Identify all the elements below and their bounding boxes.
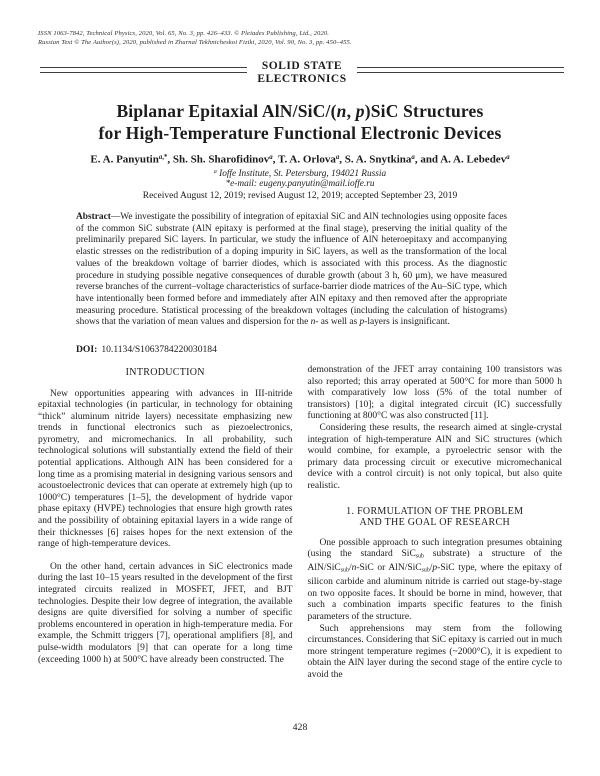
paragraph: Such apprehensions may stem from the following circumstances. Considering that SiC epitaxy is carried out in much more stringent temperature regimes (~2000°C), it is expedient to obtain the AlN layer during the second stage of the entire cycle to avoid the bbox=[307, 623, 562, 680]
affiliation-line: $^a$ Ioffe Institute, St. Petersburg, 194021 Russia bbox=[213, 168, 387, 179]
issn-line: ISSN 1063-7842, Technical Physics, 2020, Vol. 65, No. 3, pp. 426–433. © Pleiades Publishing, Ltd., 2020. bbox=[38, 30, 329, 37]
masthead bbox=[38, 29, 570, 47]
article-title-line-2: for High-Temperature Functional Electronic Devices bbox=[98, 123, 502, 143]
doi-line bbox=[76, 344, 217, 355]
paragraph: New opportunities appearing with advances in III-nitride epitaxial technologies (in particular, in technology for obtaining “thick” aluminum nitride layers) necessitate emphasizing new trends in functional electronics such as piezoelectronics, pyrometry, and micromechanics. In all probability, such technological solutions will substantially extend the field of their potential applications. Although AlN has been considered for a long time as a promising material in designing various sensors and acoustoelectronic devices that can operate at extremely high (up to 1000°C) temperatures [1–5], the development of hydride vapor phase epitaxy (HVPE) technologies that ensure high growth rates and the possibility of obtaining epitaxial layers in a wide range of their thicknesses [6] raises hopes for the next extension of the range of high-temperature devices. bbox=[38, 388, 293, 550]
banner-rule-left bbox=[40, 67, 247, 73]
doi-label: DOI: bbox=[76, 344, 98, 355]
right-column bbox=[308, 365, 563, 720]
paragraph: One possible approach to such integration presumes obtaining (using the standard SiCsub substrate) a structure of the AlN/SiCsub/n-SiC or AlN/SiCsub/p-SiC type, where the epitaxy of silicon carbide and aluminum nitride is carried out stage-by-stage on two opposite faces. It should be borne in mind, however, that such a combination imparts specific features to the finish parameters of the structure. bbox=[307, 537, 562, 623]
journal-section-title bbox=[247, 60, 356, 86]
article-body bbox=[38, 365, 562, 720]
section-title-line-1: SOLID STATE bbox=[261, 60, 343, 72]
section-1-heading-line-2: AND THE GOAL OF RESEARCH bbox=[359, 517, 511, 529]
article-title bbox=[15, 100, 585, 144]
email-line: *e-mail: eugeny.panyutin@mail.ioffe.ru bbox=[225, 179, 375, 189]
section-banner bbox=[40, 60, 564, 86]
banner-rule-right bbox=[357, 67, 564, 73]
paragraph: Considering these results, the research aimed at single-crystal integration of high-temperature AlN and SiC structures (which would combine, for example, a pyroelectric sensor with the primary data processing circuit or executive micromechanical device with a control circuit) is not only topical, but also quite realistic. bbox=[307, 422, 562, 491]
authors-line: E. A. Panyutin$^{a,*}$, Sh. Sh. Sharofidinov$^a$, T. A. Orlova$^a$, S. A. Snytkina$^a$, and A. A. Lebedev$^a$ bbox=[90, 153, 510, 166]
page-number: 428 bbox=[292, 722, 308, 733]
section-title-line-2: ELECTRONICS bbox=[257, 73, 347, 85]
paragraph: demonstration of the JFET array containing 100 transistors was also reported; this array operated at 500°C for more than 5000 h with comparatively low loss (5% of the total number of transistors) [10]; a digital integrated circuit (IC) successfully functioning at 800°C was also constructed [11]. bbox=[307, 365, 562, 422]
received-dates-line: Received August 12, 2019; revised August 12, 2019; accepted September 23, 2019 bbox=[142, 191, 458, 201]
paragraph: On the other hand, certain advances in SiC electronics made during the last 10–15 years resulted in the development of the first integrated circuits realized in MOSFET, JFET, and BJT technologies. Despite their low degree of integration, the available designs are quite diversified for solving a number of specific problems encountered in operation in high-temperature media. For example, the Schmitt triggers [7], operational amplifiers [8], and pulse-width modulators [9] that can operate for a long time (exceeding 1000 h) at 500°C have already been constructed. The bbox=[38, 561, 293, 665]
section-1-heading-line-1: 1. FORMULATION OF THE PROBLEM bbox=[346, 505, 524, 517]
introduction-heading: INTRODUCTION bbox=[125, 367, 205, 378]
article-title-line-1: Biplanar Epitaxial AlN/SiC/(n, p)SiC Structures bbox=[116, 101, 484, 121]
left-column bbox=[38, 365, 293, 720]
russian-text-line: Russian Text © The Author(s), 2020, published in Zhurnal Tekhnicheskoi Fiziki, 2020, Vol. 90, No. 3, pp. 450–455. bbox=[38, 39, 352, 46]
section-1-heading bbox=[308, 506, 563, 529]
doi-value: 10.1134/S1063784220030184 bbox=[101, 344, 217, 355]
abstract: Abstract—We investigate the possibility of integration of epitaxial SiC and AlN technologies using opposite faces of the common SiC substrate (AlN epitaxy is performed at the final stage), preserving the initial quality of the preliminarily prepared SiC layers. In particular, we study the influence of AlN heteroepitaxy and accompanying elastic stresses on the redistribution of a doping impurity in SiC layers, as well as the transformation of the local values of the breakdown voltage of barrier diodes, which is associated with this process. As the diagnostic procedure in studying possible negative consequences of durable growth (about 3 h, 60 μm), we have measured reverse branches of the current–voltage characteristics of surface-barrier diode matrices of the Au–SiC type, which have intentionally been formed before and immediately after AlN epitaxy and then removed after the appropriate measuring procedure. Statistical processing of the breakdown voltages (including the calculation of histograms) shows that the variation of mean values and dispersion for the n- as well as p-layers is insignificant. bbox=[76, 212, 507, 328]
